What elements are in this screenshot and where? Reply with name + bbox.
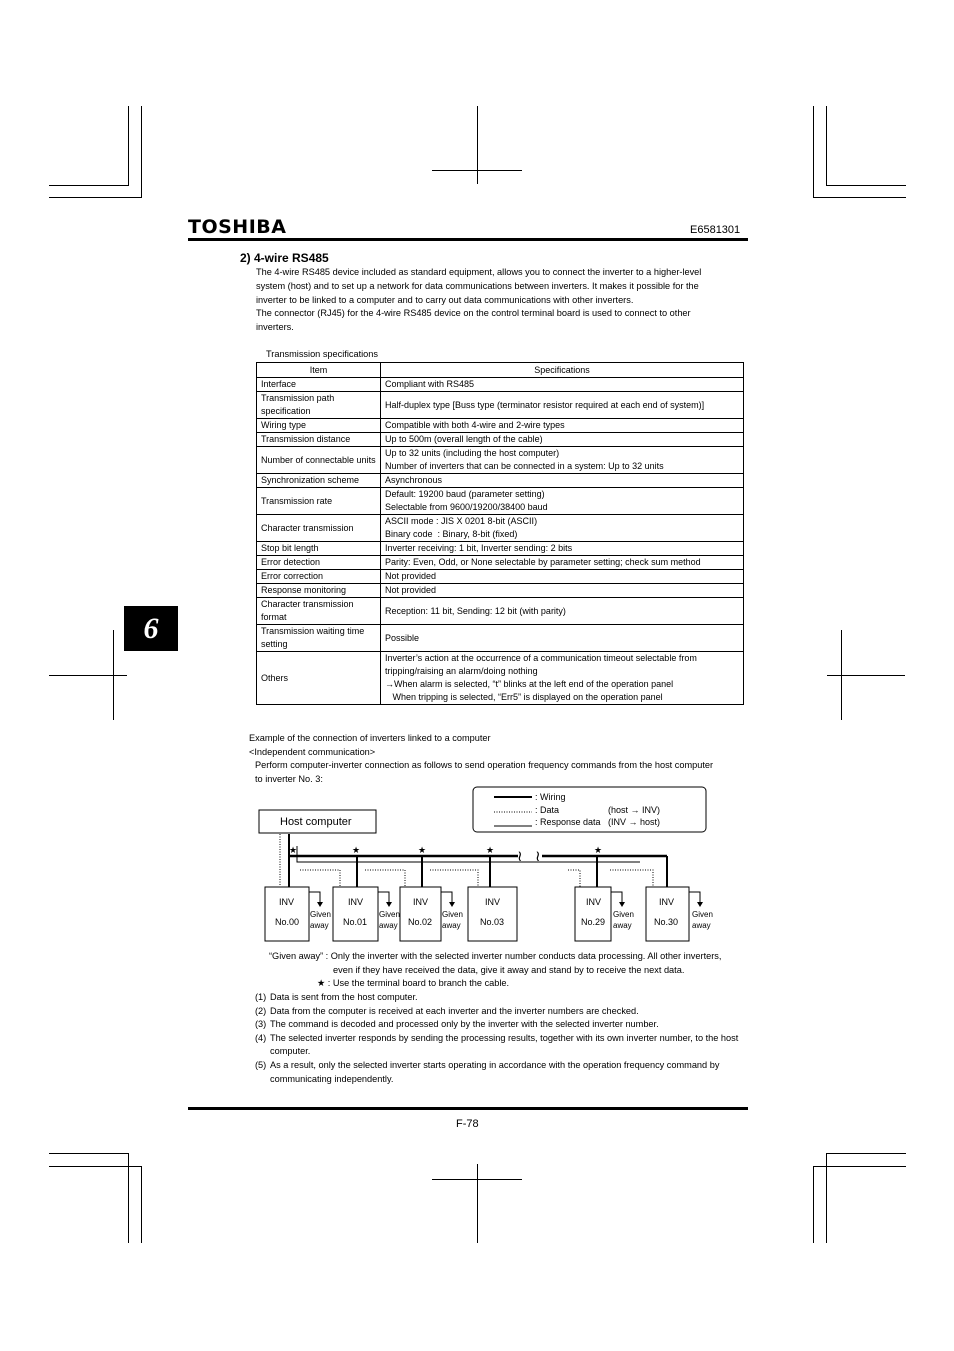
row-item: Transmission path specification (257, 392, 381, 419)
step-text: Data is sent from the host computer. (270, 992, 418, 1002)
step-text: As a result, only the selected inverter starts operating in accordance with the operation frequency command by communicating independently. (270, 1059, 720, 1084)
step-text: The selected inverter responds by sending the processing results, together with its own inverter number, to the host computer. (270, 1032, 739, 1057)
given-away-29 (611, 892, 634, 930)
star-note: ★ : Use the terminal board to branch the cable. (317, 978, 510, 989)
given-label: Given (379, 910, 400, 919)
bus-break-right: ≀ (535, 847, 541, 865)
row-item: Transmission rate (257, 488, 381, 515)
inverter-type: INV (485, 897, 501, 907)
step-number: (2) (255, 1005, 267, 1016)
spec-line: →When alarm is selected, “t” blinks at the left end of the operation panel (385, 679, 674, 689)
table-caption: Transmission specifications (266, 349, 378, 359)
row-item: Transmission distance (257, 433, 381, 447)
intro-line: The 4-wire RS485 device included as standard equipment, allows you to connect the inverter to a higher-level (256, 267, 702, 277)
document-number: E6581301 (690, 224, 741, 236)
toshiba-logo: TOSHIBA (188, 216, 287, 238)
row-item: Response monitoring (257, 584, 381, 598)
row-item: Others (257, 652, 381, 705)
note-line: “Given away” : Only the inverter with the selected inverter number conducts data processing. All other inverters, (269, 951, 722, 961)
example-description: Perform computer-inverter connection as follows to send operation frequency commands from the host computer (255, 760, 714, 770)
spec-line: Binary code : Binary, 8-bit (fixed) (385, 529, 518, 539)
spec-line: Reception: 11 bit, Sending: 12 bit (with parity) (385, 605, 566, 616)
row-item: Synchronization scheme (257, 474, 381, 488)
example-subtitle: <Independent communication> (249, 747, 376, 757)
spec-line: Compliant with RS485 (385, 379, 475, 389)
section-heading: 2) 4-wire RS485 (240, 251, 329, 265)
list-item (255, 1018, 747, 1032)
given-label: Given (613, 910, 634, 919)
spec-line: Inverter’s action at the occurrence of a communication timeout selectable from (385, 653, 697, 663)
inverter-29 (575, 887, 611, 941)
spec-line: Default: 19200 baud (parameter setting) (385, 489, 545, 499)
given-label: Given (692, 910, 713, 919)
header-spec: Specifications (381, 363, 744, 378)
spec-line: Parity: Even, Odd, or None selectable by parameter setting; check sum method (385, 557, 701, 567)
legend-wiring-label: : Wiring (535, 792, 566, 802)
host-computer-label: Host computer (280, 816, 352, 828)
list-item (255, 1005, 747, 1019)
away-label: away (692, 921, 711, 930)
branch-star: ★ (352, 846, 361, 856)
intro-line: The connector (RJ45) for the 4-wire RS485 device on the control terminal board is used to connect to other (256, 308, 691, 319)
inverter-type: INV (279, 897, 295, 907)
note-line: even if they have received the data, give it away and stand by to receive the next data. (333, 964, 685, 975)
given-away-30 (689, 892, 713, 930)
page-number: F-78 (456, 1118, 479, 1130)
inverter-02 (400, 887, 441, 941)
steps-list (255, 991, 747, 1086)
footer-rule (188, 1107, 748, 1110)
given-away-00 (309, 892, 331, 930)
step-text: The command is decoded and processed only by the inverter with the selected inverter number. (270, 1019, 659, 1030)
inverter-number: No.02 (408, 917, 433, 927)
spec-line: Not provided (385, 571, 437, 581)
spec-line: Asynchronous (385, 475, 443, 485)
intro-line: system (host) and to set up a network for data communications between inverters. It makes it possible for the (256, 280, 699, 291)
row-item: Transmission waiting time setting (257, 625, 381, 652)
step-text: Data from the computer is received at each inverter and the inverter numbers are checked. (270, 1005, 639, 1016)
step-number: (3) (255, 1019, 267, 1030)
data-line-01 (300, 870, 340, 887)
spec-line: Up to 32 units (including the host computer) (385, 448, 560, 458)
row-item: Error correction (257, 570, 381, 584)
inverter-type: INV (586, 897, 602, 907)
spec-line: Not provided (385, 585, 437, 595)
given-away-02 (441, 892, 463, 930)
bus-break-left: ≀ (517, 847, 523, 865)
example-title: Example of the connection of inverters linked to a computer (249, 733, 491, 743)
given-away-note (269, 950, 749, 991)
response-line (297, 846, 640, 862)
legend-response-direction: (INV → host) (608, 817, 661, 827)
spec-line: When tripping is selected, “Err5” is displayed on the operation panel (385, 692, 663, 702)
spec-line: tripping/raising an alarm/doing nothing (385, 666, 538, 676)
list-item (255, 1059, 747, 1086)
step-number: (1) (255, 992, 267, 1002)
intro-line: inverters. (256, 322, 294, 333)
chapter-tab: 6 (124, 606, 178, 651)
away-label: away (613, 921, 632, 930)
row-item: Stop bit length (257, 542, 381, 556)
data-line-03 (430, 870, 478, 887)
inverter-number: No.01 (343, 917, 368, 927)
example-description-cont: to inverter No. 3: (255, 774, 323, 784)
branch-star: ★ (486, 846, 495, 856)
inverter-03 (468, 887, 517, 941)
data-line-30 (610, 870, 653, 887)
away-label: away (442, 921, 461, 930)
legend-data-direction: (host → INV) (608, 805, 661, 815)
legend-response-label: : Response data (535, 817, 601, 827)
away-label: away (379, 921, 398, 930)
given-away-01 (378, 892, 400, 930)
spec-line: ASCII mode : JIS X 0201 8-bit (ASCII) (385, 516, 538, 526)
inverter-number: No.00 (275, 917, 300, 927)
inverter-00 (265, 887, 309, 941)
row-item: Number of connectable units (257, 447, 381, 474)
step-number: (4) (255, 1032, 267, 1043)
branch-star: ★ (594, 846, 603, 856)
spec-line: Compatible with both 4-wire and 2-wire types (385, 420, 565, 430)
spec-line: Number of inverters that can be connected in a system: Up to 32 units (385, 461, 664, 471)
inverter-type: INV (348, 897, 364, 907)
data-line-29 (568, 870, 580, 887)
branch-star: ★ (418, 846, 427, 856)
given-label: Given (310, 910, 331, 919)
inverter-30 (646, 887, 689, 941)
away-label: away (310, 921, 329, 930)
inverter-number: No.30 (654, 917, 679, 927)
list-item (255, 1032, 747, 1059)
row-item: Interface (257, 378, 381, 392)
spec-line: Selectable from 9600/19200/38400 baud (385, 502, 548, 512)
row-item: Error detection (257, 556, 381, 570)
inverter-01 (333, 887, 378, 941)
inverter-number: No.03 (480, 917, 505, 927)
step-number: (5) (255, 1059, 267, 1070)
inverter-type: INV (659, 897, 675, 907)
spec-line: Possible (385, 632, 420, 643)
spec-line: Up to 500m (overall length of the cable) (385, 434, 543, 444)
row-item: Wiring type (257, 419, 381, 433)
spec-line: Inverter receiving: 1 bit, Inverter sending: 2 bits (385, 543, 573, 553)
list-item (255, 991, 747, 1005)
spec-line: Half-duplex type [Buss type (terminator resistor required at each end of system)] (385, 399, 705, 410)
data-line-02 (365, 870, 405, 887)
header-item: Item (257, 363, 381, 378)
intro-line: inverter to be linked to a computer and to carry out data communications with other inverters. (256, 294, 634, 305)
legend-data-label: : Data (535, 805, 560, 815)
branch-star: ★ (289, 846, 298, 856)
inverter-number: No.29 (581, 917, 606, 927)
row-item: Character transmission format (257, 598, 381, 625)
given-label: Given (442, 910, 463, 919)
row-item: Character transmission (257, 515, 381, 542)
inverter-type: INV (413, 897, 429, 907)
